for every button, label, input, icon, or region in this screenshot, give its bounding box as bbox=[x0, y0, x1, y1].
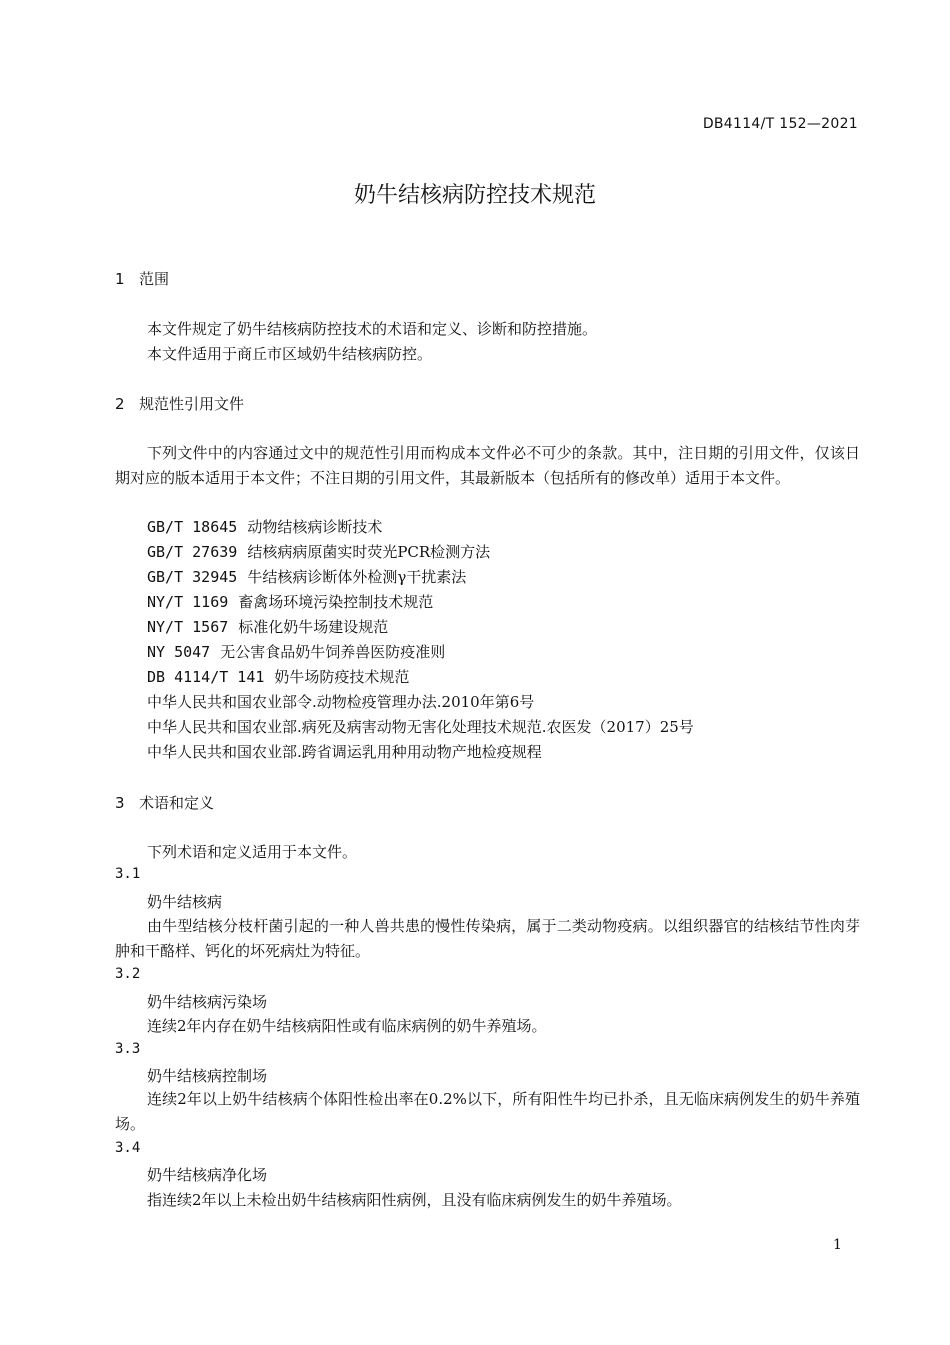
reference-title: 结核病病原菌实时荧光PCR检测方法 bbox=[247, 543, 491, 561]
section-3-heading bbox=[115, 792, 214, 813]
reference-title: 畜禽场环境污染控制技术规范 bbox=[238, 593, 434, 611]
term-number: 3.2 bbox=[115, 966, 141, 982]
reference-title: 无公害食品奶牛饲养兽医防疫准则 bbox=[220, 643, 446, 661]
section-2-heading bbox=[115, 393, 244, 414]
document-title: 奶牛结核病防控技术规范 bbox=[353, 183, 596, 208]
reference-item-regulation: 中华人民共和国农业部令.动物检疫管理办法.2010年第6号 bbox=[147, 693, 535, 711]
term-name: 奶牛结核病污染场 bbox=[147, 993, 268, 1011]
references-intro: 下列文件中的内容通过文中的规范性引用而构成本文件必不可少的条款。其中，注日期的引用文件，仅该日期对应的版本适用于本文件；不注日期的引用文件，其最新版本（包括所有的修改单）适用于本文件。 bbox=[115, 444, 860, 487]
term-name: 奶牛结核病 bbox=[147, 893, 223, 911]
reference-item bbox=[147, 616, 388, 637]
section-title: 术语和定义 bbox=[139, 794, 215, 812]
reference-item bbox=[147, 666, 409, 687]
reference-code: GB/T 32945 bbox=[147, 568, 238, 586]
section-number: 1 bbox=[115, 270, 125, 288]
term-name: 奶牛结核病控制场 bbox=[147, 1067, 268, 1085]
reference-title: 动物结核病诊断技术 bbox=[247, 518, 383, 536]
section-1-heading bbox=[115, 268, 169, 289]
term-name: 奶牛结核病净化场 bbox=[147, 1166, 268, 1184]
section-title: 规范性引用文件 bbox=[139, 395, 245, 413]
terms-intro: 下列术语和定义适用于本文件。 bbox=[147, 843, 358, 861]
term-definition: 连续2年内存在奶牛结核病阳性或有临床病例的奶牛养殖场。 bbox=[147, 1017, 547, 1035]
reference-code: NY/T 1169 bbox=[147, 593, 229, 611]
reference-code: GB/T 27639 bbox=[147, 543, 238, 561]
page-number: 1 bbox=[833, 1237, 842, 1253]
term-number: 3.3 bbox=[115, 1041, 141, 1057]
reference-item bbox=[147, 591, 433, 612]
reference-title: 标准化奶牛场建设规范 bbox=[238, 618, 389, 636]
section-number: 3 bbox=[115, 794, 125, 812]
reference-code: GB/T 18645 bbox=[147, 518, 238, 536]
reference-title: 奶牛场防疫技术规范 bbox=[274, 668, 410, 686]
term-definition: 连续2年以上奶牛结核病个体阳性检出率在0.2%以下，所有阳性牛均已扑杀，且无临床病例发生的奶牛养殖场。 bbox=[115, 1090, 860, 1133]
reference-code: NY/T 1567 bbox=[147, 618, 229, 636]
term-definition: 由牛型结核分枝杆菌引起的一种人兽共患的慢性传染病，属于二类动物疫病。以组织器官的结核结节性肉芽肿和干酪样、钙化的坏死病灶为特征。 bbox=[115, 917, 860, 960]
document-number: DB4114/T 152—2021 bbox=[702, 116, 858, 132]
section-title: 范围 bbox=[139, 270, 170, 288]
term-number: 3.4 bbox=[115, 1140, 141, 1156]
section-number: 2 bbox=[115, 395, 125, 413]
scope-paragraph: 本文件适用于商丘市区域奶牛结核病防控。 bbox=[147, 345, 433, 363]
scope-paragraph: 本文件规定了奶牛结核病防控技术的术语和定义、诊断和防控措施。 bbox=[147, 320, 598, 338]
reference-item bbox=[147, 541, 490, 562]
reference-item bbox=[147, 566, 466, 587]
reference-item-regulation: 中华人民共和国农业部.病死及病害动物无害化处理技术规范.农医发（2017）25号 bbox=[147, 718, 694, 736]
term-definition: 指连续2年以上未检出奶牛结核病阳性病例，且没有临床病例发生的奶牛养殖场。 bbox=[147, 1191, 682, 1209]
reference-title: 牛结核病诊断体外检测γ干扰素法 bbox=[247, 568, 467, 586]
reference-item-regulation: 中华人民共和国农业部.跨省调运乳用种用动物产地检疫规程 bbox=[147, 743, 542, 761]
reference-code: DB 4114/T 141 bbox=[147, 668, 265, 686]
reference-item bbox=[147, 641, 445, 662]
reference-item bbox=[147, 516, 382, 537]
reference-code: NY 5047 bbox=[147, 643, 211, 661]
term-number: 3.1 bbox=[115, 866, 141, 882]
